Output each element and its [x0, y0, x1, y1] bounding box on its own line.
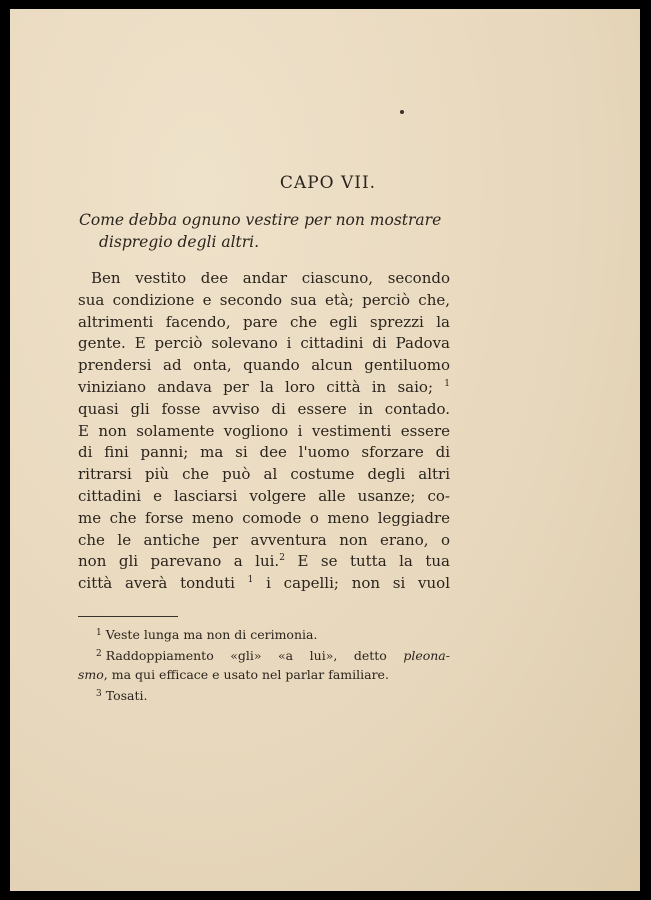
footnote-number: 2	[96, 648, 102, 659]
body-line: altrimenti facendo, pare che egli sprezzi la	[78, 312, 450, 331]
footnote-number: 1	[96, 628, 102, 638]
body-line-text: E se tutta la tua	[297, 552, 450, 571]
footnote-divider	[78, 616, 178, 617]
body-line: di fini panni; ma si dee l'uomo sforzare di	[78, 443, 450, 462]
footnote-ref: 1	[444, 378, 450, 389]
footnote	[78, 624, 450, 645]
footnote-ref: 2	[279, 553, 285, 564]
chapter-title: CAPO VII.	[279, 173, 377, 193]
body-line	[78, 377, 450, 399]
footnote-text: , ma qui efficace e usato nel parlar familiare.	[103, 667, 389, 682]
body-line: che le antiche per avventura non erano, o	[78, 530, 450, 549]
footnote-text: Veste lunga ma non di cerimonia.	[105, 627, 318, 642]
footnote-italic: smo	[78, 667, 104, 682]
footnotes	[78, 624, 450, 705]
body-line: cittadini e lasciarsi volgere alle usanze; co-	[78, 486, 450, 505]
footnote-text: Raddoppiamento «gli» «a lui», detto	[105, 647, 387, 663]
subtitle-line-2: dispregio degli altri.	[99, 233, 260, 251]
book-page	[10, 9, 640, 891]
body-line: quasi gli fosse avviso di essere in contado.	[78, 399, 450, 418]
body-line: Ben vestito dee andar ciascuno, secondo	[91, 269, 450, 287]
footnote-text: Tosati.	[105, 687, 148, 703]
footnote	[78, 685, 450, 706]
body-line: prendersi ad onta, quando alcun gentiluomo	[78, 356, 450, 375]
ink-speck	[400, 110, 404, 114]
body-line: gente. E perciò solevano i cittadini di Padova	[78, 334, 450, 353]
footnote-ref: 1	[247, 575, 254, 586]
body-text	[78, 268, 450, 595]
body-line-text: non gli parevano a lui.	[78, 552, 280, 571]
body-line-text: viniziano andava per la loro città in saio;	[78, 377, 433, 396]
body-line	[78, 551, 450, 573]
body-line: ritrarsi più che può al costume degli altri	[78, 465, 450, 484]
body-line: me che forse meno comode o meno leggiadre	[78, 508, 450, 527]
body-line: sua condizione e secondo sua età; perciò che,	[78, 290, 450, 309]
chapter-subtitle	[79, 209, 579, 253]
subtitle-line-1: Come debba ognuno vestire per non mostrare	[79, 211, 442, 229]
body-line: E non solamente vogliono i vestimenti essere	[78, 421, 450, 440]
footnote-italic: pleona-	[403, 647, 450, 663]
body-line-text: i capelli; non si vuol	[266, 574, 450, 593]
body-line-text: città averà tonduti	[78, 574, 235, 593]
footnote-continuation	[78, 665, 450, 685]
footnote-number: 3	[96, 688, 102, 699]
body-line	[78, 573, 450, 595]
footnote	[78, 645, 450, 666]
